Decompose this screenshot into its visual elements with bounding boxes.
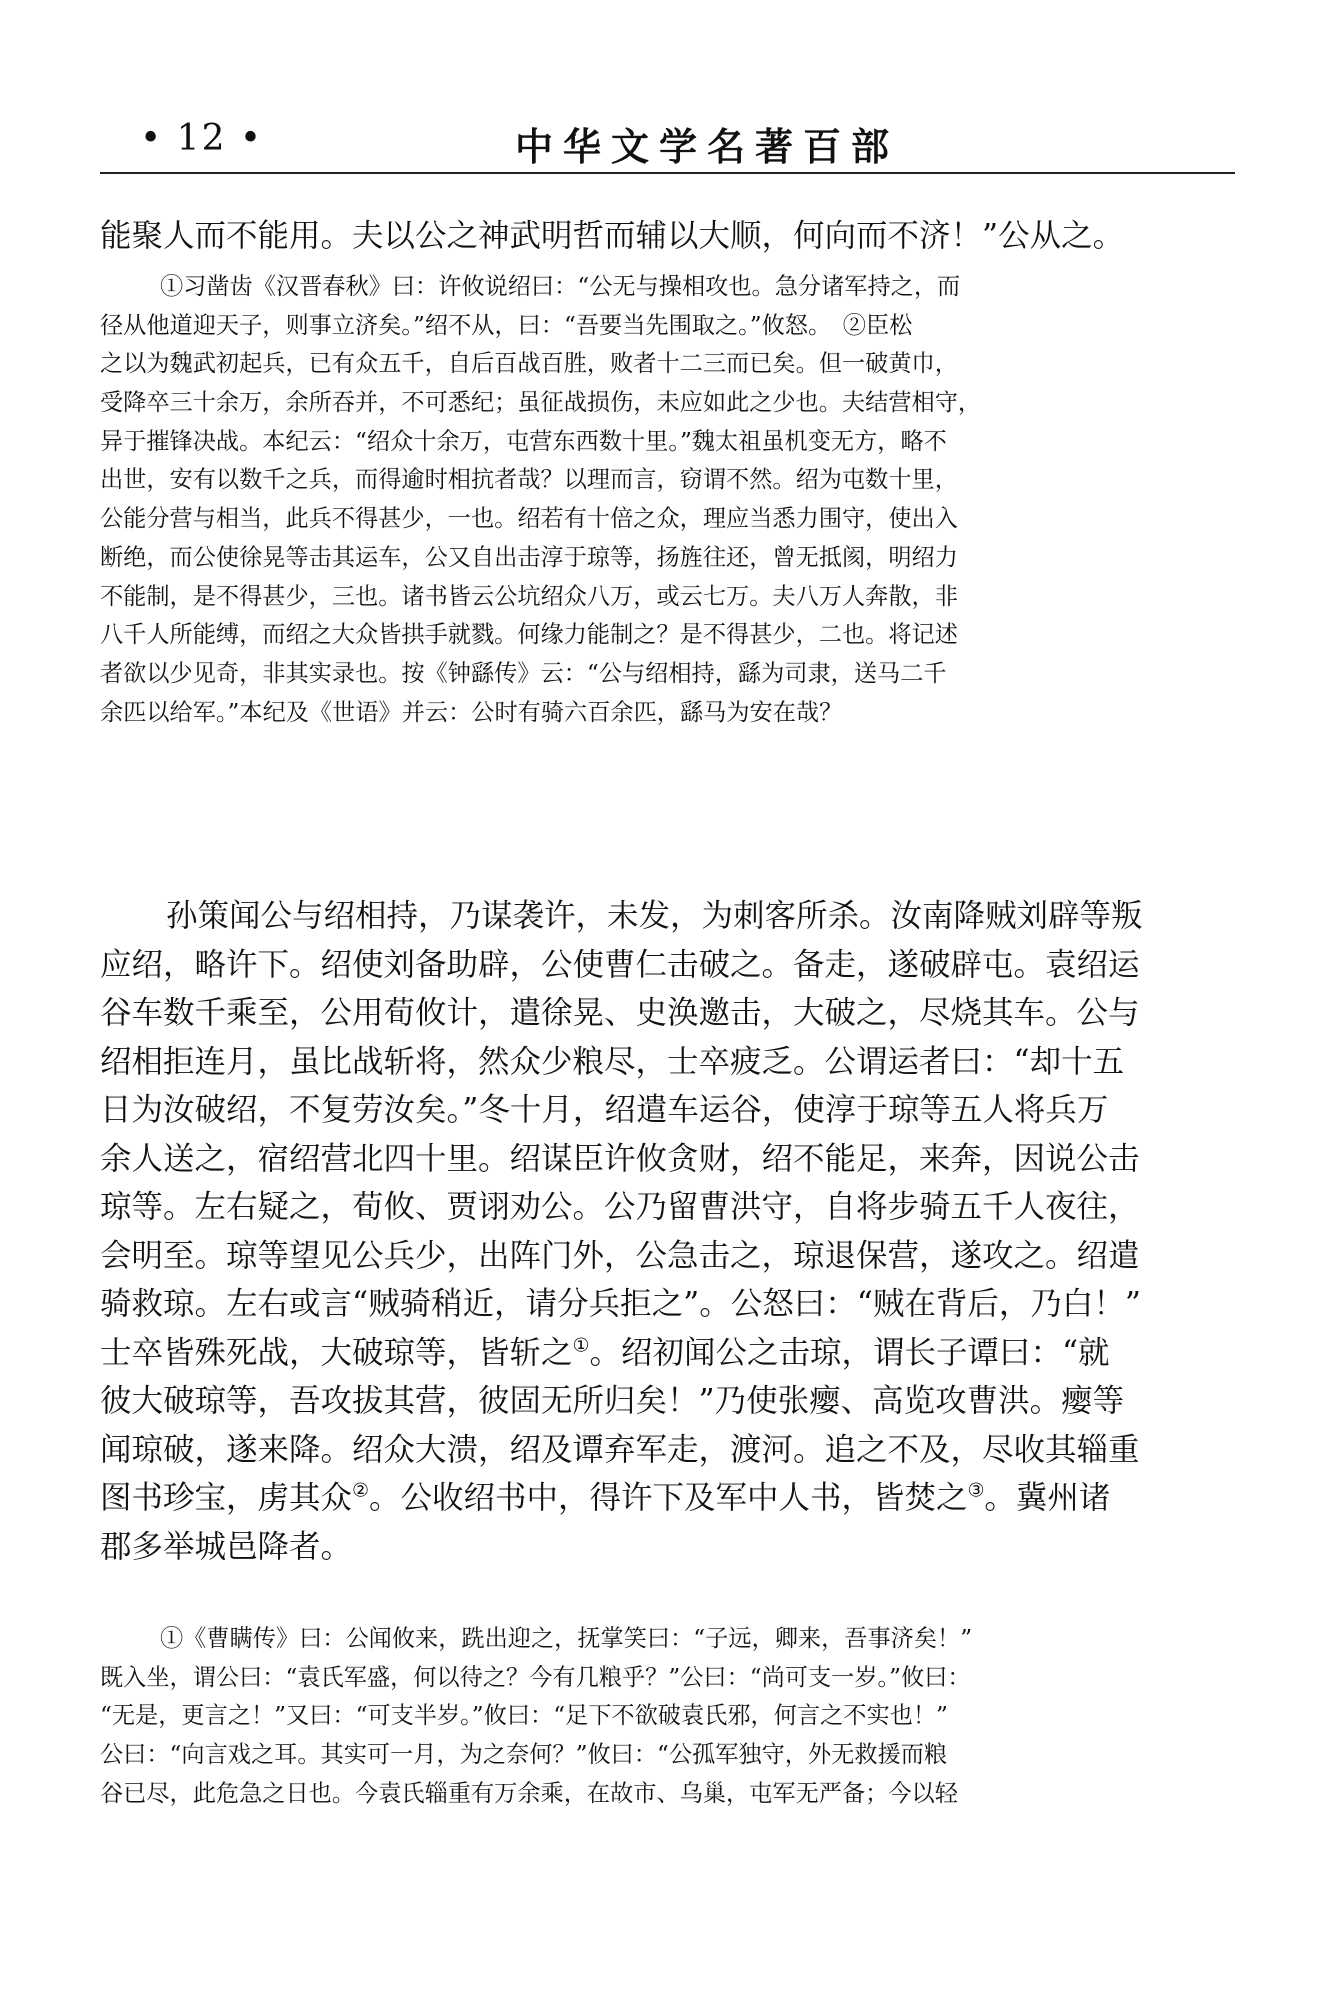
main-text-top [100, 212, 1220, 261]
annotation-block-1 [100, 268, 1220, 732]
note-line: 公能分营与相当，此兵不得甚少，一也。绍若有十倍之众，理应当悉力围守，使出入 [100, 505, 958, 533]
book-title: 中华文学名著百部 [515, 124, 900, 169]
note-line: 谷已尽，此危急之日也。今袁氏辎重有万余乘，在故市、乌巢，屯军无严备；今以轻 [100, 1779, 958, 1807]
text-line [100, 1329, 1220, 1378]
note-line: 余匹以给军。”本纪及《世语》并云：公时有骑六百余匹，繇马为安在哉？ [100, 698, 843, 726]
footnote-marker: ① [572, 1334, 590, 1356]
text-segment: 。公收绍书中，得许下及军中人书，皆焚之 [368, 1480, 968, 1516]
text-line: 余人送之，宿绍营北四十里。绍谋臣许攸贪财，绍不能足，来奔，因说公击 [100, 1140, 1140, 1177]
note-line: ①《曹瞒传》曰：公闻攸来，跣出迎之，抚掌笑曰：“子远，卿来，吾事济矣！” [160, 1625, 973, 1652]
note-line: 之以为魏武初起兵，已有众五千，自后百战百胜，败者十二三而已矣。但一破黄巾， [100, 350, 958, 378]
text-line: 绍相拒连月，虽比战斩将，然众少粮尽，士卒疲乏。公谓运者曰：“却十五 [100, 1043, 1125, 1080]
text-line: 彼大破琼等，吾攻拔其营，彼固无所归矣！”乃使张瘿、高览攻曹洪。瘿等 [100, 1383, 1125, 1419]
note-line: 者欲以少见奇，非其实录也。按《钟繇传》云：“公与绍相持，繇为司隶，送马二千 [100, 659, 947, 687]
header-rule [100, 172, 1235, 174]
note-line: “无是，更言之！”又曰：“可支半岁。”攸曰：“足下不欲破袁氏邪，何言之不实也！” [100, 1702, 948, 1730]
text-line [100, 1474, 1220, 1523]
note-line: 不能制，是不得甚少，三也。诸书皆云公坑绍众八万，或云七万。夫八万人奔散，非 [100, 582, 958, 610]
note-line: 受降卒三十余万，余所吞并，不可悉纪；虽征战损伤，未应如此之少也。夫结营相守， [100, 389, 982, 417]
text-line: 琼等。左右疑之，荀攸、贾诩劝公。公乃留曹洪守，自将步骑五千人夜往， [100, 1189, 1140, 1225]
text-segment: 。冀州诸 [984, 1480, 1111, 1516]
text-line: 能聚人而不能用。夫以公之神武明哲而辅以大顺，何向而不济！”公从之。 [100, 218, 1125, 254]
text-line: 日为汝破绍，不复劳汝矣。”冬十月，绍遣车运谷，使淳于琼等五人将兵万 [100, 1092, 1109, 1128]
text-line: 郡多举城邑降者。 [100, 1528, 353, 1565]
annotation-block-2 [100, 1620, 1220, 1813]
text-line: 孙策闻公与绍相持，乃谋袭许，未发，为刺客所杀。汝南降贼刘辟等叛 [166, 898, 1143, 934]
footnote-marker: ② [352, 1479, 369, 1502]
text-segment: 。绍初闻公之击琼，谓长子谭曰：“就 [589, 1334, 1110, 1371]
main-text-paragraph [100, 892, 1220, 1571]
note-line: ①习凿齿《汉晋春秋》曰：许攸说绍曰：“公无与操相攻也。急分诸军持之，而 [160, 273, 961, 300]
text-line: 骑救琼。左右或言“贼骑稍近，请分兵拒之”。公怒曰：“贼在背后，乃白！” [100, 1286, 1141, 1322]
note-line: 出世，安有以数千之兵，而得逾时相抗者哉？以理而言，窃谓不然。绍为屯数十里， [100, 466, 958, 494]
note-line: 公曰：“向言戏之耳。其实可一月，为之奈何？”攸曰：“公孤军独守，外无救援而粮 [100, 1741, 948, 1769]
text-line: 应绍，略许下。绍使刘备助辟，公使曹仁击破之。备走，遂破辟屯。袁绍运 [100, 946, 1140, 983]
note-line: 既入坐，谓公曰：“袁氏军盛，何以待之？今有几粮乎？”公曰：“尚可支一岁。”攸曰： [100, 1663, 971, 1691]
text-segment: 士卒皆殊死战，大破琼等，皆斩之 [100, 1334, 573, 1371]
note-line: 断绝，而公使徐晃等击其运车，公又自出击淳于琼等，扬旌往还，曾无抵阂，明绍力 [100, 543, 958, 571]
text-line: 会明至。琼等望见公兵少，出阵门外，公急击之，琼退保营，遂攻之。绍遣 [100, 1237, 1140, 1274]
text-line: 闻琼破，遂来降。绍众大溃，绍及谭弃军走，渡河。追之不及，尽收其辎重 [100, 1431, 1140, 1468]
footnote-marker: ③ [967, 1479, 985, 1502]
note-line: 异于摧锋决战。本纪云：“绍众十余万，屯营东西数十里。”魏太祖虽机变无方，略不 [100, 427, 947, 455]
text-segment: 图书珍宝，虏其众 [100, 1480, 353, 1516]
note-line: 径从他道迎天子，则事立济矣。”绍不从，曰：“吾要当先围取之。”攸怒。 ②臣松 [100, 311, 913, 339]
note-line: 八千人所能缚，而绍之大众皆拱手就戮。何缘力能制之？是不得甚少，二也。将记述 [100, 621, 958, 649]
page-number: • 12 • [140, 118, 264, 159]
text-line: 谷车数千乘至，公用荀攸计，遣徐晃、史涣邀击，大破之，尽烧其车。公与 [100, 995, 1140, 1031]
page-header [100, 112, 1235, 178]
